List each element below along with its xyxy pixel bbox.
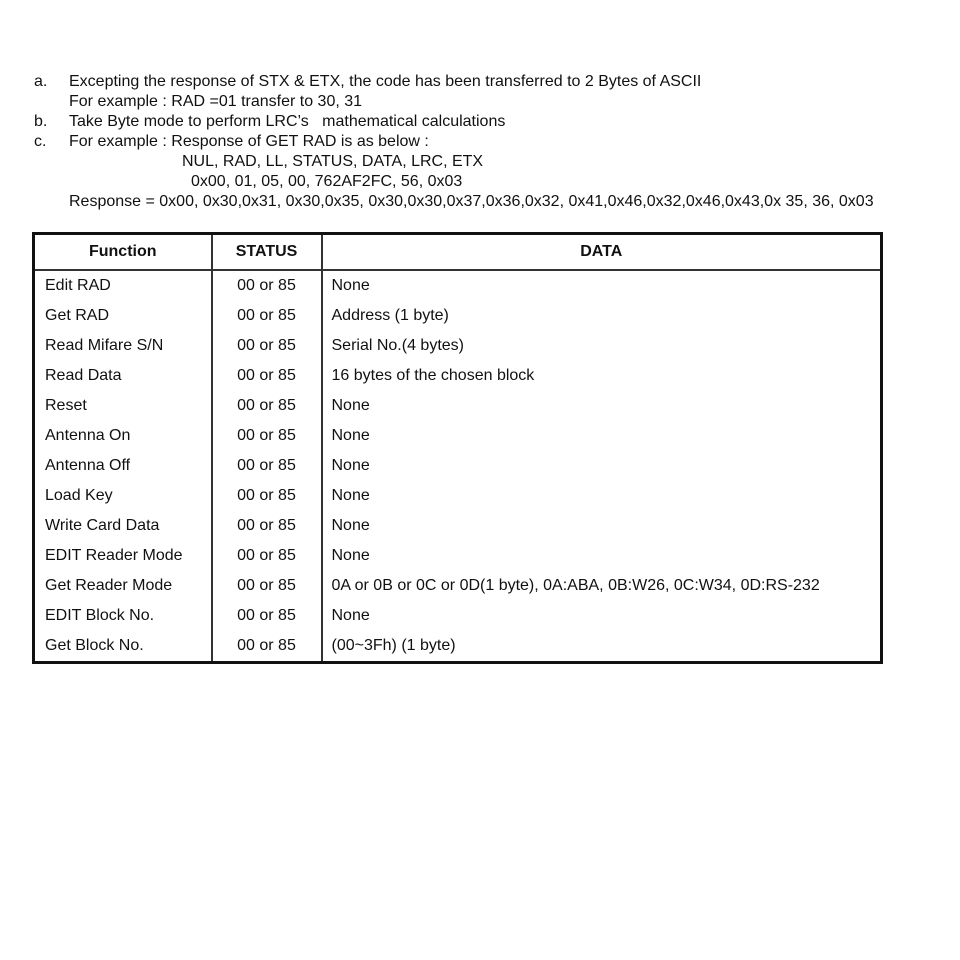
example-response: Response = 0x00, 0x30,0x31, 0x30,0x35, 0x30,0x30,0x37,0x36,0x32, 0x41,0x46,0x32,0x46,0x43,0x 35, 36, 0x03 — [69, 193, 874, 210]
cell-data: None — [322, 391, 882, 421]
cell-function: Write Card Data — [45, 517, 160, 534]
table-row — [34, 481, 882, 511]
cell-status: 00 or 85 — [212, 270, 322, 301]
cell-status: 00 or 85 — [212, 631, 322, 663]
cell-function: Read Mifare S/N — [45, 337, 164, 354]
cell-data: None — [322, 270, 882, 301]
example-fields: NUL, RAD, LL, STATUS, DATA, LRC, ETX — [182, 153, 484, 170]
table-row — [34, 331, 882, 361]
cell-data: None — [322, 421, 882, 451]
cell-status: 00 or 85 — [212, 571, 322, 601]
header-function: Function — [34, 234, 212, 271]
note-b-marker: b. — [34, 113, 48, 130]
table-row — [34, 511, 882, 541]
cell-status: 00 or 85 — [212, 511, 322, 541]
example-values: 0x00, 01, 05, 00, 762AF2FC, 56, 0x03 — [191, 173, 463, 190]
table-row — [34, 421, 882, 451]
cell-data: None — [322, 481, 882, 511]
cell-data: Serial No.(4 bytes) — [322, 331, 882, 361]
cell-function: Read Data — [45, 367, 122, 384]
cell-data: Address (1 byte) — [322, 301, 882, 331]
cell-function: EDIT Block No. — [45, 607, 155, 624]
cell-status: 00 or 85 — [212, 541, 322, 571]
cell-status: 00 or 85 — [212, 301, 322, 331]
table-row — [34, 361, 882, 391]
header-data: DATA — [322, 234, 882, 271]
table-body — [34, 270, 882, 663]
cell-status: 00 or 85 — [212, 331, 322, 361]
note-c-text: For example : Response of GET RAD is as below : — [69, 133, 429, 150]
table-row — [34, 571, 882, 601]
cell-function: Get Block No. — [45, 637, 144, 654]
table-header-row — [34, 234, 882, 271]
response-table — [32, 232, 883, 664]
cell-status: 00 or 85 — [212, 601, 322, 631]
cell-status: 00 or 85 — [212, 421, 322, 451]
cell-function: Get RAD — [45, 307, 110, 324]
cell-function: Get Reader Mode — [45, 577, 173, 594]
cell-status: 00 or 85 — [212, 451, 322, 481]
cell-data: (00~3Fh) (1 byte) — [322, 631, 882, 663]
table-row — [34, 391, 882, 421]
cell-function: Antenna Off — [45, 457, 131, 474]
note-a-marker: a. — [34, 73, 48, 90]
table-row — [34, 451, 882, 481]
cell-function: EDIT Reader Mode — [45, 547, 183, 564]
cell-data: None — [322, 601, 882, 631]
table-row — [34, 270, 882, 301]
cell-data: 0A or 0B or 0C or 0D(1 byte), 0A:ABA, 0B:W26, 0C:W34, 0D:RS-232 — [322, 571, 882, 601]
table-row — [34, 301, 882, 331]
cell-data: None — [322, 511, 882, 541]
cell-function: Edit RAD — [45, 277, 111, 294]
note-a-text: Excepting the response of STX & ETX, the code has been transferred to 2 Bytes of ASCII — [69, 73, 702, 90]
cell-status: 00 or 85 — [212, 481, 322, 511]
table-row — [34, 541, 882, 571]
cell-data: None — [322, 451, 882, 481]
cell-function: Reset — [45, 397, 87, 414]
cell-data: 16 bytes of the chosen block — [322, 361, 882, 391]
cell-function: Antenna On — [45, 427, 131, 444]
note-b-text: Take Byte mode to perform LRC’s mathematical calculations — [69, 113, 506, 130]
table-row — [34, 631, 882, 663]
cell-status: 00 or 85 — [212, 361, 322, 391]
cell-status: 00 or 85 — [212, 391, 322, 421]
header-status: STATUS — [212, 234, 322, 271]
cell-function: Load Key — [45, 487, 113, 504]
table-row — [34, 601, 882, 631]
note-c-marker: c. — [34, 133, 47, 150]
note-a-example: For example : RAD =01 transfer to 30, 31 — [69, 93, 363, 110]
cell-data: None — [322, 541, 882, 571]
